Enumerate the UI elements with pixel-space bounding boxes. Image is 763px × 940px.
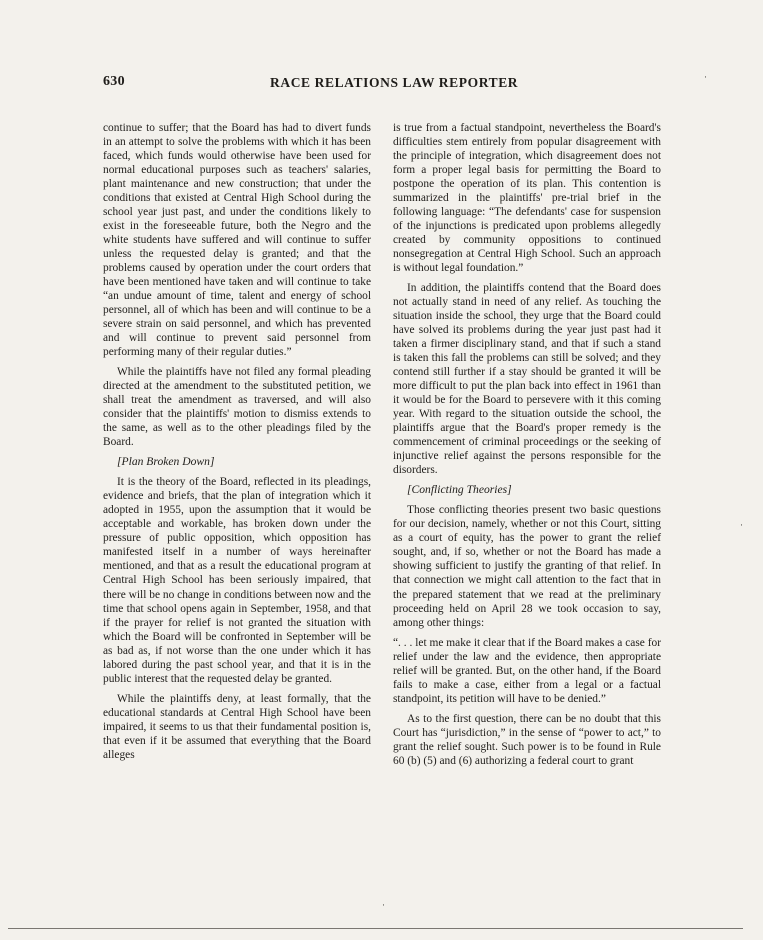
scan-speck: · bbox=[704, 72, 707, 82]
block-quote: “. . . let me make it clear that if the Board makes a case for relief under the law and the evidence, then appropriate relief will be granted. But, on the other hand, if the Board fails to make a case, either from a legal or a factual standpoint, its petition will have to be denied.” bbox=[393, 636, 661, 705]
paragraph: continue to suffer; that the Board has had to divert funds in an attempt to solve the problems with which it has been faced, which funds would otherwise have been used for normal educational purposes such as teachers' salaries, plant maintenance and new construction; that under the conditions that existed at Central High School during the school year just past, and under the conditions likely to exist in the foreseeable future, both the Negro and the white students have suffered and will continue to suffer unless the requested delay is granted; and that the problems caused by operation under the court orders that have been mentioned have taken and will continue to take “an undue amount of time, talent and energy of school personnel, all of which has been and will continue to be a severe strain on said personnel, and which has prevented and will continue to prevent said personnel from performing many of their regular duties.” bbox=[103, 122, 371, 359]
paragraph: While the plaintiffs deny, at least formally, that the educational standards at Central High School have been impaired, it seems to us that their fundamental position is, that even if it be assumed that everything that the Board alleges bbox=[103, 692, 371, 761]
paragraph: In addition, the plaintiffs contend that the Board does not actually stand in need of any relief. As touching the situation inside the school, they urge that the Board could have solved its problems during the year just past had it taken a firmer disciplinary stand, and that if such a stand is taken this fall the problems can still be solved; and they contend still further if a stay should be granted it will be more difficult to put the plan back into effect in 1961 than it would be for the Board to persevere with it this coming year. With regard to the situation outside the school, the plaintiffs argue that the Board's proper remedy is the commencement of criminal proceedings or the seeking of injunctive relief against the persons responsible for the disorders. bbox=[393, 282, 661, 477]
section-subheading: [Conflicting Theories] bbox=[407, 483, 512, 497]
paragraph: It is the theory of the Board, reflected in its pleadings, evidence and briefs, that the plan of integration which it adopted in 1955, upon the assumption that it would be acceptable and workable, has broken down under the pressure of public opposition, which opposition has manifested itself in a number of ways hereinafter mentioned, and that as a result the educational program at Central High School has been seriously impaired, that there will be no change in conditions between now and the time that school opens again in September, 1958, and that if the prayer for relief is not granted the situation with which the Board will be confronted in September will be as bad as, if not worse than the one under which it has labored during the past school year, and that it is in the public interest that the requested delay be granted. bbox=[103, 476, 371, 685]
page-bottom-edge bbox=[8, 928, 743, 929]
paragraph: While the plaintiffs have not filed any formal pleading directed at the amendment to the substituted petition, we shall treat the amendment as traversed, and will also consider that the plaintiffs' motion to dismiss extends to the same, as well as to the other pleadings filed by the Board. bbox=[103, 366, 371, 449]
paragraph: Those conflicting theories present two basic questions for our decision, namely, whether or not this Court, sitting as a court of equity, has the power to grant the relief sought, and, if so, whether or not the Board has made a showing sufficient to justify the granting of that relief. In that connection we might call attention to the fact that in the prepared statement that we read at the preliminary proceeding held on April 28 we took occasion to say, among other things: bbox=[393, 504, 661, 629]
left-column bbox=[103, 121, 371, 768]
paragraph: As to the first question, there can be no doubt that this Court has “jurisdiction,” in the sense of “power to act,” to grant the relief sought. Such power is to be found in Rule 60 (b) (5) and (6) authorizing a federal court to grant bbox=[393, 712, 661, 767]
running-head: RACE RELATIONS LAW REPORTER bbox=[270, 75, 519, 90]
paragraph: is true from a factual standpoint, nevertheless the Board's difficulties stem entirely from popular disagreement with the principle of integration, which disagreement does not form a proper legal basis for permitting the Board to postpone the operation of its plan. This contention is summarized in the plaintiffs' pre-trial brief in the following language: “The defendants' case for suspension of the injunctions is predicated upon problems allegedly created by community oppositions to continued nonsegregation at Central High School. Such an approach is without legal foundation.” bbox=[393, 122, 661, 275]
section-subheading: [Plan Broken Down] bbox=[117, 455, 215, 469]
scan-speck: · bbox=[382, 900, 385, 910]
scan-speck: · bbox=[740, 520, 743, 530]
page-number: 630 bbox=[103, 74, 125, 89]
right-column bbox=[393, 121, 661, 774]
page-header bbox=[103, 74, 663, 96]
